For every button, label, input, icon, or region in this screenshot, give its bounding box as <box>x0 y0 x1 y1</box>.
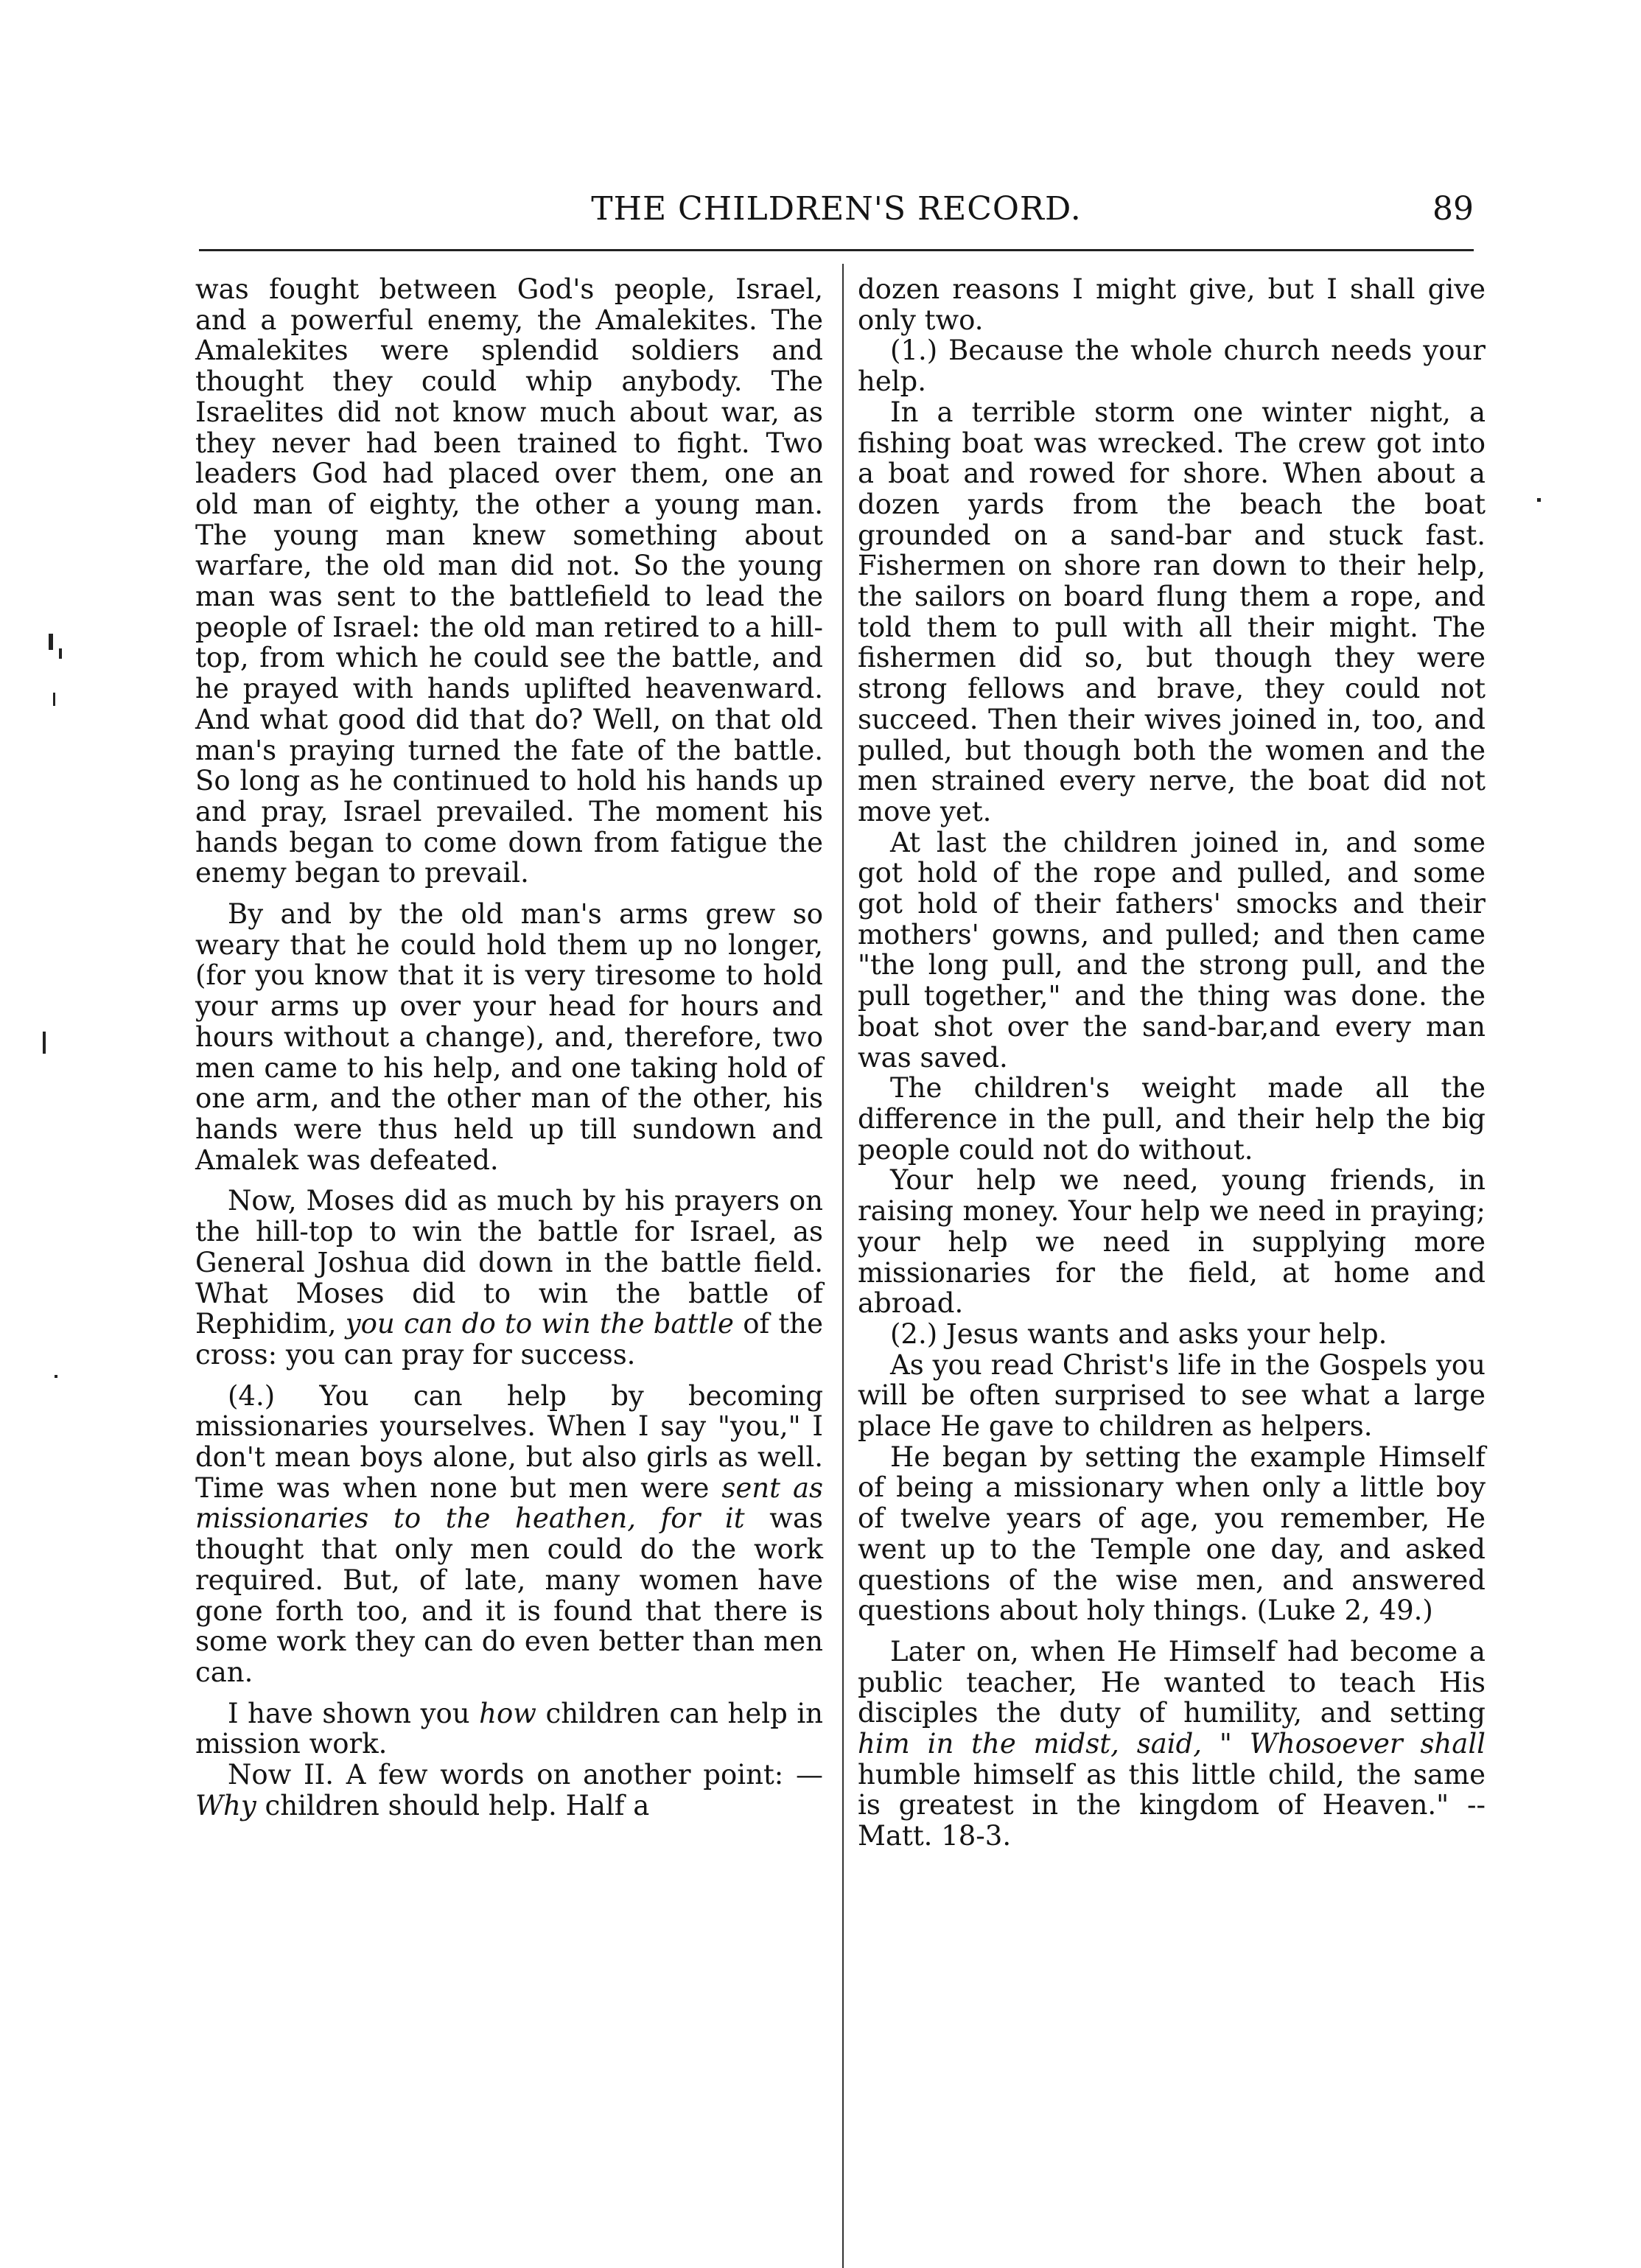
header-rule <box>199 249 1474 251</box>
emphasis-text: you can do to win the battle <box>345 1308 734 1340</box>
scan-speck <box>53 693 55 706</box>
text-run: was thought that only men could do the work required. But, of late, many women have gone forth too, and it is found that there is some work they can do even better than men can. <box>195 1502 823 1688</box>
column-divider <box>842 264 844 2268</box>
scan-speck <box>55 1375 57 1378</box>
page-header <box>199 184 1474 236</box>
emphasis-text: Why <box>195 1789 256 1821</box>
paragraph <box>195 1186 823 1370</box>
paragraph: The children's weight made all the difference in the pull, and their help the big people could not do without. <box>858 1072 1486 1166</box>
emphasis-text: sent as missionaries to the heathen, for it <box>195 1471 824 1535</box>
text-run: children can help in mission work. <box>195 1697 823 1760</box>
text-run: (4.) You can help by becoming missionaries yourselves. When I say "you," I don't mean boys alone, but also girls as well. Time was when none but men were <box>195 1379 823 1504</box>
scan-speck <box>59 648 62 659</box>
text-run: children should help. Half a <box>256 1789 650 1821</box>
paragraph <box>195 1760 823 1821</box>
scan-speck <box>43 1032 46 1054</box>
paragraph: (1.) Because the whole church needs your help. <box>858 335 1486 398</box>
emphasis-text: him in the midst, said, " Whosoever shall <box>858 1728 1486 1760</box>
text-run: Later on, when He Himself had become a public teacher, He wanted to teach His disciples the duty of humility, and setting <box>858 1635 1486 1729</box>
paragraph: At last the children joined in, and some got hold of the rope and pulled, and some got hold of their fathers' smocks and their mothers' gowns, and pulled; and then came "the long pull, and the strong pull, and the pull together," and the thing was done. the boat shot over the sand-bar,and every man was saved. <box>858 826 1486 1074</box>
paragraph <box>858 1637 1486 1852</box>
paragraph <box>195 1698 823 1760</box>
paragraph: By and by the old man's arms grew so weary that he could hold them up no longer, (for you know that it is very tiresome to hold your arms up over your head for hours and hours without a change), and, therefore, two men came to his help, and one taking hold of one arm, and the other man of the other, his hands were thus held up till sundown and Amalek was defeated. <box>195 898 823 1176</box>
scan-speck <box>49 634 53 650</box>
paragraph: dozen reasons I might give, but I shall give only two. <box>858 273 1486 336</box>
paragraph: In a terrible storm one winter night, a fishing boat was wrecked. The crew got into a boat and rowed for shore. When about a dozen yards from the beach the boat grounded on a sand-bar and stuck fast. Fishermen on shore ran down to their help, the sailors on board flung them a rope, and told them to pull with all their might. The fishermen did so, but though they were strong fellows and brave, they could not succeed. Then their wives joined in, too, and pulled, but though both the women and the men strained every nerve, the boat did not move yet. <box>858 396 1486 827</box>
right-column <box>858 274 1486 1852</box>
emphasis-text: how <box>479 1697 536 1729</box>
paragraph <box>195 1381 823 1688</box>
left-column <box>195 274 823 1821</box>
paragraph: As you read Christ's life in the Gospels you will be often surprised to see what a large place He gave to children as helpers. <box>858 1348 1486 1443</box>
scan-speck <box>1537 498 1541 502</box>
paragraph: He began by setting the example Himself of being a missionary when only a little boy of twelve years of age, you remember, He went up to the Temple one day, and asked questions of the wise men, and answered questions about holy things. (Luke 2, 49.) <box>858 1441 1486 1627</box>
text-run: Now, Moses did as much by his prayers on the hill-top to win the battle for Israel, as General Joshua did down in the battle field. What Moses did to win the battle of Rephidim, <box>195 1185 823 1340</box>
paragraph: was fought between God's people, Israel, and a powerful enemy, the Amalekites. The Amalekites were splendid soldiers and thought they could whip anybody. The Israelites did not know much about war, as they never had been trained to fight. Two leaders God had placed over them, one an old man of eighty, the other a young man. The young man knew something about warfare, the old man did not. So the young man was sent to the battlefield to lead the people of Israel: the old man retired to a hill-top, from which he could see the battle, and he prayed with hands uplifted heavenward. And what good did that do? Well, on that old man's praying turned the fate of the battle. So long as he continued to hold his hands up and pray, Israel prevailed. The moment his hands began to come down from fatigue the enemy began to prevail. <box>195 273 823 889</box>
text-run: I have shown you <box>228 1697 480 1729</box>
paragraph: (2.) Jesus wants and asks your help. <box>890 1317 1388 1350</box>
paragraph: Your help we need, young friends, in raising money. Your help we need in praying; your help we need in supplying more missionaries for the field, at home and abroad. <box>858 1164 1486 1320</box>
text-run: of the cross: you can pray for success. <box>195 1308 823 1371</box>
page-number: 89 <box>1432 190 1474 228</box>
running-title: THE CHILDREN'S RECORD. <box>591 190 1082 228</box>
text-run: Now II. A few words on another point: — <box>228 1759 823 1791</box>
text-run: humble himself as this little child, the same is greatest in the kingdom of Heaven." --Matt. 18-3. <box>858 1758 1486 1852</box>
